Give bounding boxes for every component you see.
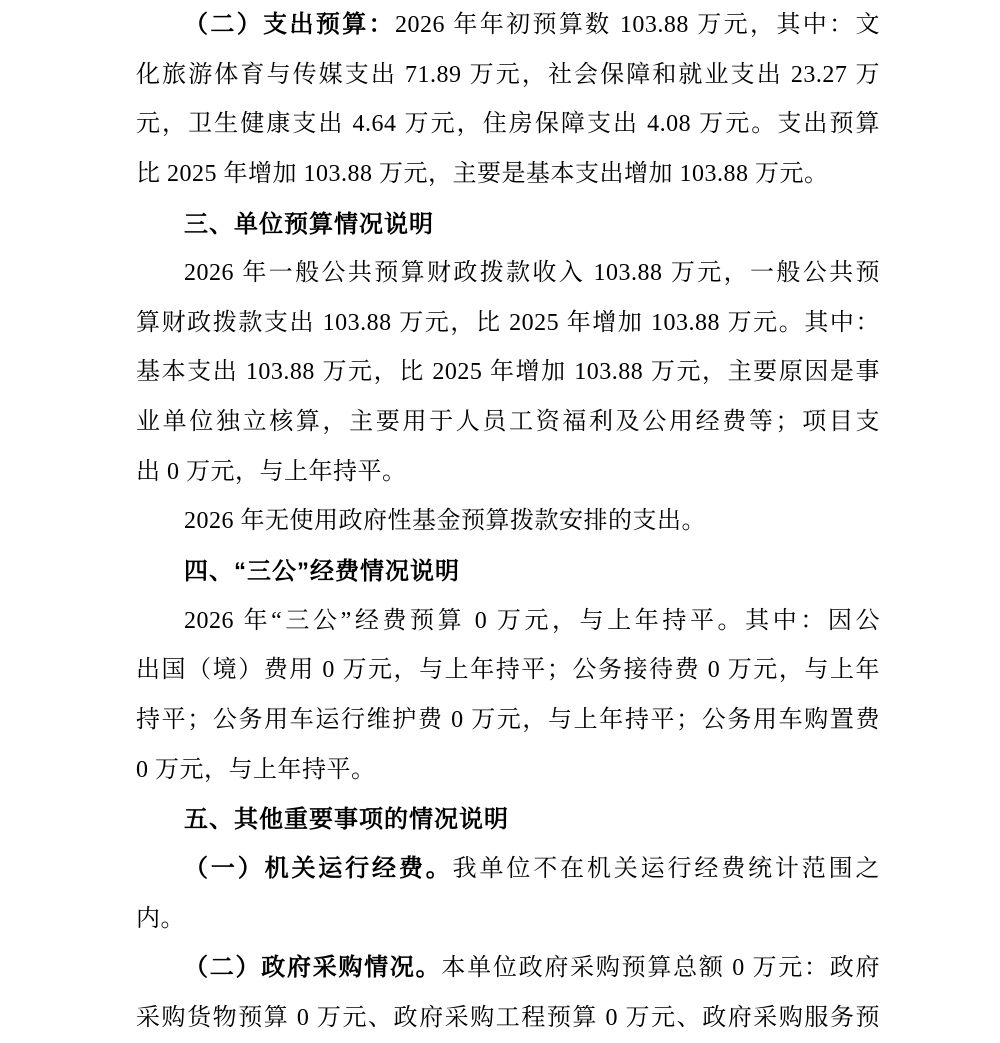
paragraph-government-procurement bbox=[136, 944, 880, 1043]
text-segment: 本单位政府采购预算总额 0 万元：政府 bbox=[441, 955, 880, 982]
paragraph-label: （一）机关运行经费。 bbox=[184, 855, 453, 882]
text-line: 采购货物预算 0 万元、政府采购工程预算 0 万元、政府采购服务预 bbox=[136, 1004, 880, 1031]
text-line: 出 0 万元，与上年持平。 bbox=[136, 458, 407, 485]
paragraph-three-public-funds bbox=[136, 597, 880, 796]
section-heading-3 bbox=[136, 200, 880, 250]
text-line: 业单位独立核算，主要用于人员工资福利及公用经费等；项目支 bbox=[136, 409, 880, 436]
text-line: 比 2025 年增加 103.88 万元，主要是基本支出增加 103.88 万元。 bbox=[136, 160, 829, 187]
text-line: 内。 bbox=[136, 905, 185, 932]
text-line: 2026 年一般公共预算财政拨款收入 103.88 万元，一般公共预 bbox=[184, 260, 880, 287]
section-heading-5 bbox=[136, 795, 880, 845]
section-heading-text: 四、“三公”经费情况说明 bbox=[184, 558, 460, 586]
paragraph-operating-expenses bbox=[136, 845, 880, 944]
section-heading-text: 五、其他重要事项的情况说明 bbox=[184, 806, 509, 834]
text-segment: 我单位不在机关运行经费统计范围之 bbox=[452, 855, 880, 882]
text-line bbox=[136, 944, 880, 994]
text-line: 化旅游体育与传媒支出 71.89 万元，社会保障和就业支出 23.27 万 bbox=[136, 61, 880, 88]
paragraph-unit-budget bbox=[136, 249, 880, 497]
text-line: 基本支出 103.88 万元，比 2025 年增加 103.88 万元，主要原因是事 bbox=[136, 359, 880, 386]
text-line: 持平；公务用车运行维护费 0 万元，与上年持平；公务用车购置费 bbox=[136, 706, 880, 733]
paragraph-expenditure-budget bbox=[136, 1, 880, 200]
paragraph-label: （二）支出预算： bbox=[184, 12, 395, 38]
text-line bbox=[136, 1, 880, 51]
section-heading-text: 三、单位预算情况说明 bbox=[184, 210, 434, 238]
text-line: 算财政拨款支出 103.88 万元，比 2025 年增加 103.88 万元。其中： bbox=[136, 309, 880, 336]
text-line: 2026 年无使用政府性基金预算拨款安排的支出。 bbox=[184, 508, 706, 535]
text-line: 出国（境）费用 0 万元，与上年持平；公务接待费 0 万元，与上年 bbox=[136, 657, 880, 684]
paragraph-government-fund bbox=[136, 497, 880, 547]
paragraph-label: （二）政府采购情况。 bbox=[184, 955, 442, 982]
text-line: 0 万元，与上年持平。 bbox=[136, 756, 376, 783]
section-heading-4 bbox=[136, 547, 880, 597]
text-segment: 2026 年年初预算数 103.88 万元，其中：文 bbox=[394, 12, 880, 38]
text-line bbox=[136, 845, 880, 895]
text-line: 2026 年“三公”经费预算 0 万元，与上年持平。其中：因公 bbox=[184, 607, 880, 634]
text-line: 元，卫生健康支出 4.64 万元，住房保障支出 4.08 万元。支出预算 bbox=[136, 111, 880, 138]
